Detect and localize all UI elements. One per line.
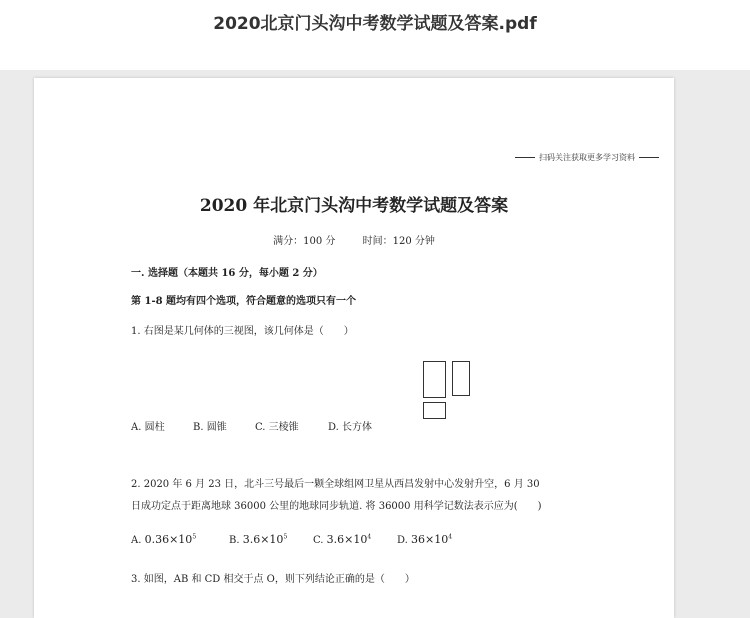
q2-option-d-label: D. xyxy=(397,535,408,546)
q2-option-a xyxy=(131,533,229,546)
document-title: 2020北京门头沟中考数学试题及答案.pdf xyxy=(213,14,537,34)
question-2-options xyxy=(131,533,452,546)
q2-option-c-label: C. xyxy=(313,535,324,546)
q2-option-b-label: B. xyxy=(229,535,240,546)
q1-option-c: C. 三棱锥 xyxy=(255,422,299,433)
exam-time: 时间：120 分钟 xyxy=(362,236,435,247)
exam-heading: 2020 年北京门头沟中考数学试题及答案 xyxy=(199,196,509,216)
q2-option-d xyxy=(397,533,452,546)
q2-option-c xyxy=(313,533,397,546)
front-view-rect xyxy=(423,361,446,398)
q2-option-b xyxy=(229,533,313,546)
q2-option-a-value: 0.36×10 xyxy=(144,533,193,546)
q1-option-b: B. 圆锥 xyxy=(193,422,227,433)
question-2-line-1: 2. 2020 年 6 月 23 日，北斗三号最后一颗全球组网卫星从西昌发射中心发射升空，6 月 30 xyxy=(131,479,540,490)
q2-option-d-exp: 4 xyxy=(448,533,453,541)
question-1-text: 1. 右图是某几何体的三视图，该几何体是（ ） xyxy=(131,326,354,337)
full-score: 满分：100 分 xyxy=(273,236,336,247)
q2-option-a-label: A. xyxy=(131,535,142,546)
pdf-page xyxy=(34,78,674,618)
question-2-line-2: 日成功定点于距离地球 36000 公里的地球同步轨道. 将 36000 用科学记数法表示应为( ) xyxy=(131,501,542,512)
q2-option-c-value: 3.6×10 xyxy=(326,533,368,546)
q2-option-b-exp: 5 xyxy=(283,533,288,541)
promo-dash-right xyxy=(639,157,659,158)
q1-option-d: D. 长方体 xyxy=(328,422,373,433)
exam-meta xyxy=(34,232,674,247)
section-title: 一. 选择题（本题共 16 分，每小题 2 分） xyxy=(131,268,323,279)
q2-option-c-exp: 4 xyxy=(367,533,372,541)
q2-option-d-value: 36×10 xyxy=(411,533,449,546)
q2-option-a-exp: 5 xyxy=(192,533,197,541)
viewer-titlebar xyxy=(0,0,750,70)
top-view-rect xyxy=(423,402,446,419)
q1-option-a: A. 圆柱 xyxy=(131,422,165,433)
promo-dash-left xyxy=(515,157,535,158)
section-note: 第 1-8 题均有四个选项，符合题意的选项只有一个 xyxy=(131,296,357,307)
promo-text: 扫码关注获取更多学习资料 xyxy=(539,153,635,162)
side-view-rect xyxy=(452,361,470,396)
promo-line xyxy=(511,152,663,163)
q2-option-b-value: 3.6×10 xyxy=(242,533,284,546)
question-1-options xyxy=(131,418,372,433)
question-3-text: 3. 如图，AB 和 CD 相交于点 O，则下列结论正确的是（ ） xyxy=(131,574,415,585)
